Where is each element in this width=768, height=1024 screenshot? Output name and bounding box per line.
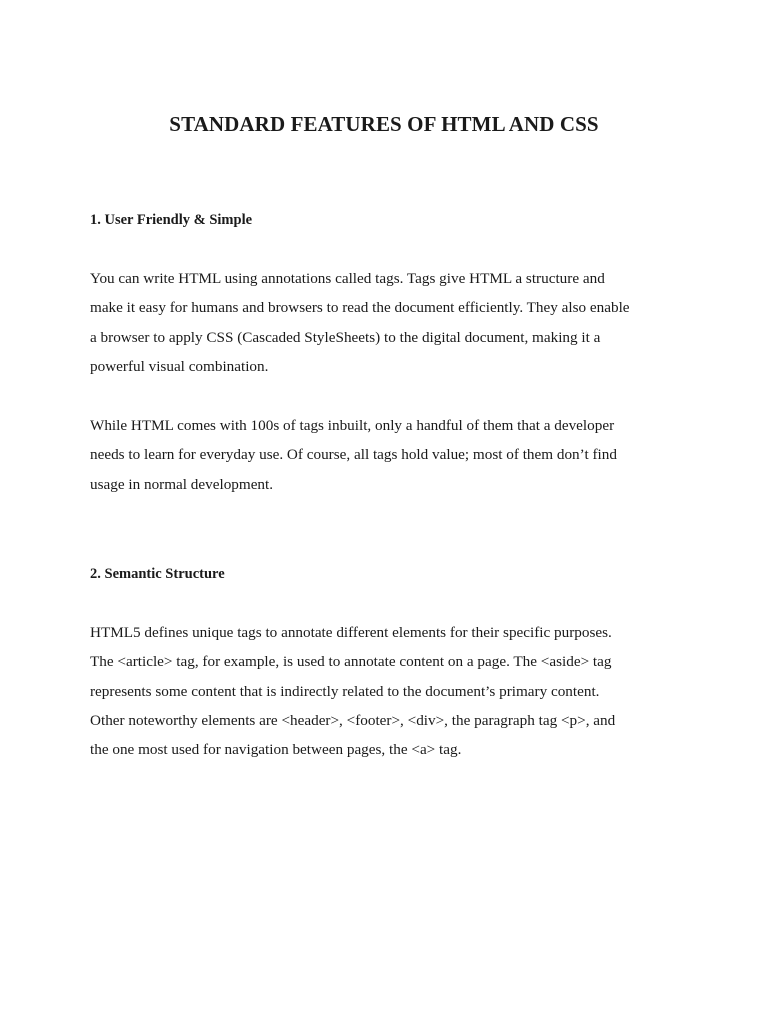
paragraph-line: represents some content that is indirectly related to the document’s primary content.: [90, 682, 600, 700]
paragraph-line: Other noteworthy elements are <header>, <footer>, <div>, the paragraph tag <p>, and: [90, 711, 616, 729]
paragraph-tags-count: [90, 411, 690, 499]
paragraph-line: HTML5 defines unique tags to annotate different elements for their specific purposes.: [90, 624, 612, 641]
section-heading-semantic-structure: 2. Semantic Structure: [90, 566, 225, 582]
paragraph-line: a browser to apply CSS (Cascaded StyleSheets) to the digital document, making it a: [90, 328, 601, 346]
paragraph-line: make it easy for humans and browsers to read the document efficiently. They also enable: [90, 299, 630, 317]
paragraph-line: While HTML comes with 100s of tags inbuilt, only a handful of them that a developer: [90, 417, 615, 434]
section-heading-user-friendly: 1. User Friendly & Simple: [90, 212, 253, 228]
paragraph-line: the one most used for navigation between pages, the <a> tag.: [90, 741, 462, 759]
paragraph-html5-semantic: [90, 618, 690, 764]
paragraph-html-tags: [90, 264, 690, 381]
paragraph-line: You can write HTML using annotations called tags. Tags give HTML a structure and: [90, 270, 605, 287]
paragraph-line: needs to learn for everyday use. Of course, all tags hold value; most of them don’t find: [90, 446, 617, 464]
paragraph-line: usage in normal development.: [90, 475, 274, 493]
paragraph-line: The <article> tag, for example, is used to annotate content on a page. The <aside> tag: [90, 653, 612, 671]
document-title: STANDARD FEATURES OF HTML AND CSS: [169, 112, 599, 136]
paragraph-line: powerful visual combination.: [90, 357, 269, 375]
